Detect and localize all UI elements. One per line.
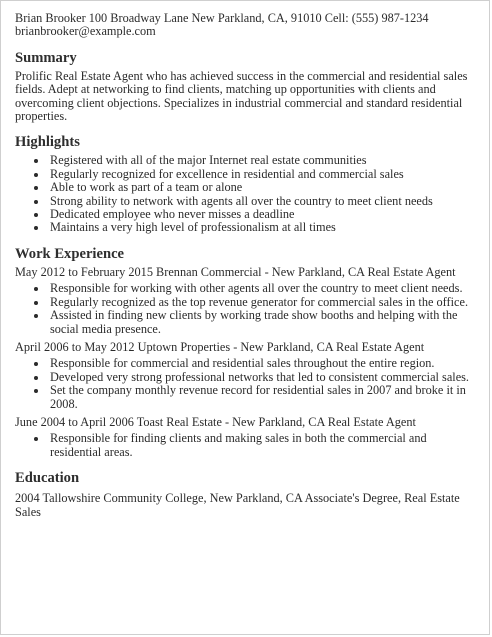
highlight-item: • Registered with all of the major Internet real estate communities bbox=[48, 154, 475, 167]
highlight-item: • Regularly recognized for excellence in residential and commercial sales bbox=[48, 168, 475, 181]
education-text: 2004 Tallowshire Community College, New Parkland, CA Associate's Degree, Real Estate Sales bbox=[15, 491, 460, 519]
education-heading: Education bbox=[15, 470, 80, 487]
summary-text: Prolific Real Estate Agent who has achieved success in the commercial and residential sales fields. Adept at networking to find clients, matching up opportunities with clients and overcoming client objections. Specializes in industrial commercial and standard residential properties. bbox=[15, 68, 468, 124]
job-bullet: • Regularly recognized as the top revenue generator for commercial sales in the office. bbox=[48, 296, 475, 309]
highlight-item: • Dedicated employee who never misses a deadline bbox=[48, 208, 475, 221]
job-bullet: • Responsible for finding clients and making sales in both the commercial and residential areas. bbox=[48, 432, 475, 459]
highlights-heading: Highlights bbox=[15, 134, 80, 151]
contact-email: brianbrooker@example.com bbox=[15, 24, 156, 39]
job-header: May 2012 to February 2015 Brennan Commercial - New Parkland, CA Real Estate Agent bbox=[15, 264, 456, 279]
highlight-item: • Maintains a very high level of professionalism at all times bbox=[48, 221, 475, 234]
job-bullets bbox=[15, 357, 475, 411]
job-bullet: • Responsible for working with other agents all over the country to meet client needs. bbox=[48, 282, 475, 295]
job-bullet: • Set the company monthly revenue record for residential sales in 2007 and broke it in 2008. bbox=[48, 384, 475, 411]
highlight-item: • Able to work as part of a team or alone bbox=[48, 181, 475, 194]
work-heading: Work Experience bbox=[15, 245, 125, 262]
job-bullet: • Responsible for commercial and residential sales throughout the entire region. bbox=[48, 357, 475, 370]
job-bullet: • Developed very strong professional networks that led to consistent commercial sales. bbox=[48, 371, 475, 384]
highlights-list bbox=[15, 154, 475, 234]
highlight-item: • Strong ability to network with agents all over the country to meet client needs bbox=[48, 195, 475, 208]
job-bullet: • Assisted in finding new clients by working trade show booths and helping with the social media presence. bbox=[48, 309, 475, 336]
job-bullets bbox=[15, 282, 475, 336]
job-bullets bbox=[15, 432, 475, 459]
job-header: June 2004 to April 2006 Toast Real Estate - New Parkland, CA Real Estate Agent bbox=[15, 414, 416, 429]
contact-info bbox=[15, 12, 475, 39]
summary-heading: Summary bbox=[15, 49, 77, 66]
contact-line: Brian Brooker 100 Broadway Lane New Parkland, CA, 91010 Cell: (555) 987-1234 bbox=[15, 11, 429, 25]
job-header: April 2006 to May 2012 Uptown Properties - New Parkland, CA Real Estate Agent bbox=[15, 339, 425, 354]
